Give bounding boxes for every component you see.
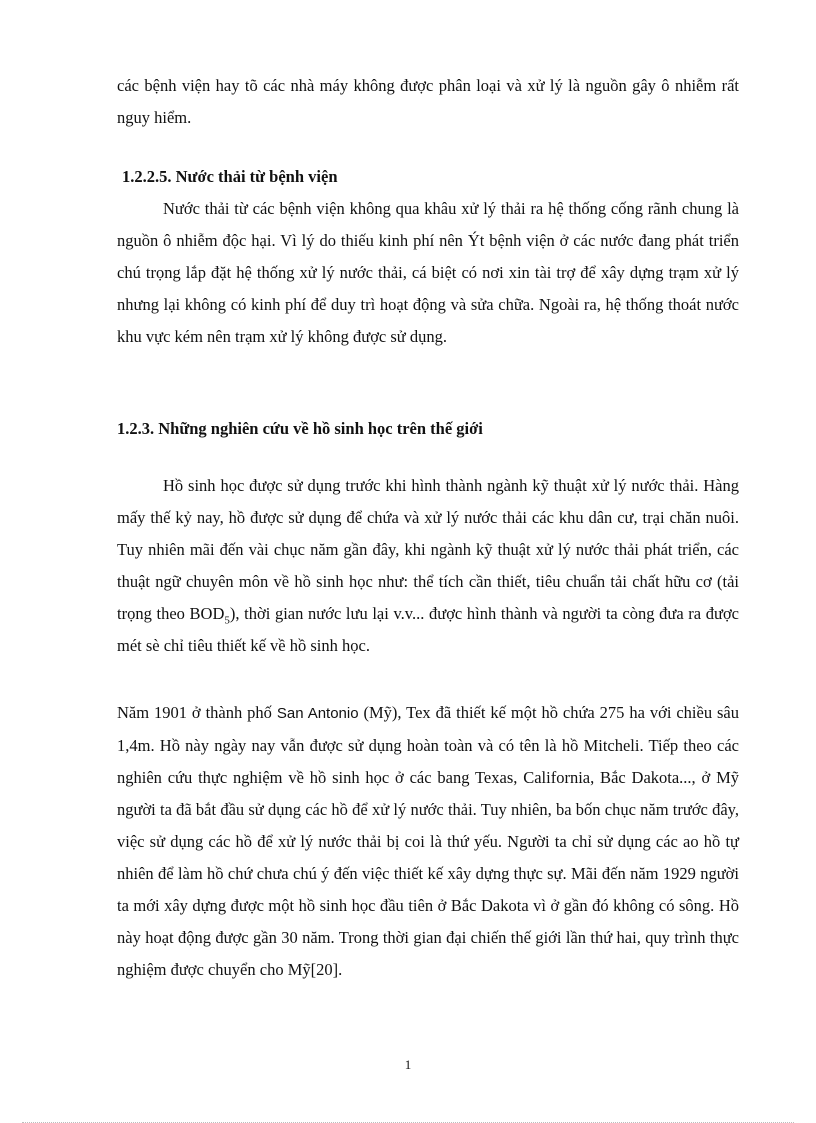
section-heading-1-2-3: 1.2.3. Những nghiên cứu về hồ sinh học trên thế giới bbox=[117, 419, 483, 438]
paragraph-history-1901 bbox=[117, 697, 739, 986]
paragraph-carryover: các bệnh viện hay tõ các nhà máy không được phân loại và xử lý là nguồn gây ô nhiễm rất nguy hiểm. bbox=[117, 76, 739, 127]
bod-subscript: 5 bbox=[224, 614, 230, 627]
paragraph-history-part1: Năm 1901 ở thành phố bbox=[117, 703, 277, 722]
page-number: 1 bbox=[404, 1057, 412, 1072]
paragraph-biological-ponds-part2: ), thời gian nước lưu lại v.v... được hình thành và người ta còng đưa ra được mét sè chỉ tiêu thiết kế về hồ sinh học. bbox=[117, 604, 740, 655]
paragraph-biological-ponds-part1: Hồ sinh học được sử dụng trước khi hình thành ngành kỹ thuật xử lý nước thải. Hàng mấy thế kỷ nay, hồ được sử dụng để chứa và xử lý nước thải các khu dân cư, trại chăn nuôi. Tuy nhiên mãi đến vài chục năm gần đây, khi ngành kỹ thuật xử lý nước thải phát triển, các thuật ngữ chuyên môn về hồ sinh học như: thể tích cần thiết, tiêu chuẩn tải chất hữu cơ (tải trọng theo BOD bbox=[117, 476, 739, 623]
paragraph-biological-ponds bbox=[117, 470, 739, 662]
section-heading-1-2-2-5: 1.2.2.5. Nước thải từ bệnh viện bbox=[122, 167, 338, 186]
paragraph-hospital-wastewater: Nước thải từ các bệnh viện không qua khâu xử lý thải ra hệ thống cống rãnh chung là nguồn ô nhiễm độc hại. Vì lý do thiếu kinh phí nên Ýt bệnh viện ở các nước đang phát triển chú trọng lắp đặt hệ thống xử lý nước thải, cá biệt có nơi xin tài trợ để xây dựng trạm xử lý nhưng lại không có kinh phí để duy trì hoạt động và sửa chữa. Ngoài ra, hệ thống thoát nước khu vực kém nên trạm xử lý không được sử dụng. bbox=[117, 199, 739, 346]
city-name-san-antonio: San Antonio bbox=[276, 705, 359, 722]
paragraph-history-part2: (Mỹ), Tex đã thiết kế một hồ chứa 275 ha với chiều sâu 1,4m. Hồ này ngày nay vẫn được sử dụng hoàn toàn và có tên là hồ Mitcheli. Tiếp theo các nghiên cứu thực nghiệm về hồ sinh học ở các bang Texas, California, Bắc Dakota..., ở Mỹ người ta đã bắt đầu sử dụng các hồ để xử lý nước thải. Tuy nhiên, ba bốn chục năm trước đây, việc sử dụng các hồ để xử lý nước thải bị coi là thứ yếu. Người ta chỉ sử dụng các ao hồ tự nhiên để làm hồ chứ chưa chú ý đến việc thiết kế xây dựng thực sự. Mãi đến năm 1929 người ta mới xây dựng được một hồ sinh học đầu tiên ở Bắc Dakota vì ở gần đó không có sông. Hồ này hoạt động được gần 30 năm. Trong thời gian đại chiến thế giới lần thứ hai, quy trình thực nghiệm được chuyển cho Mỹ[20]. bbox=[117, 703, 739, 979]
